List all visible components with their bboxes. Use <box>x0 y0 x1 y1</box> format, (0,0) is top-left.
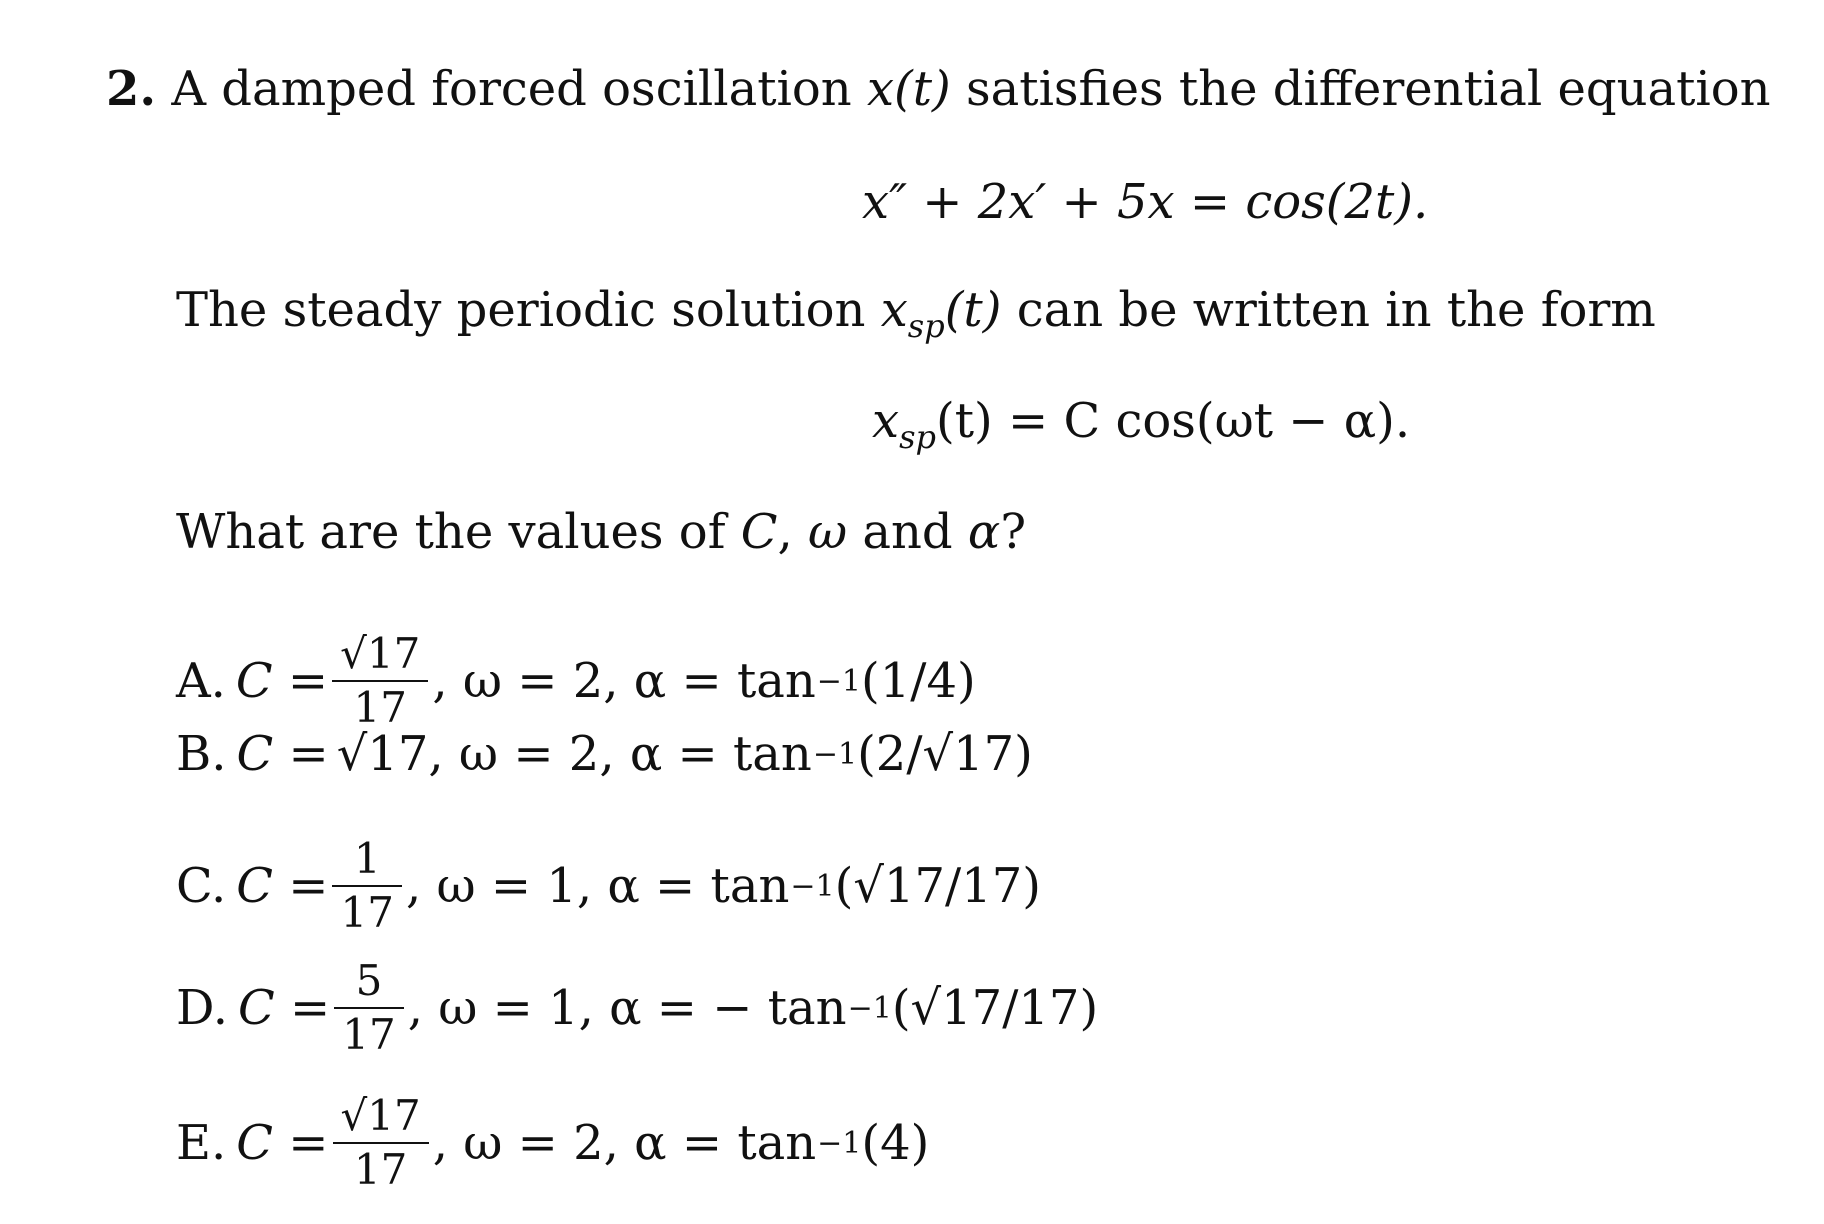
option-b[interactable] <box>176 724 1033 784</box>
option-d-label: D. <box>176 980 229 1036</box>
option-b-inverse-exponent: −1 <box>812 736 858 772</box>
option-a[interactable] <box>176 621 976 741</box>
option-a-rest: , ω = 2, α = tan <box>432 653 816 709</box>
option-a-c-label: C = <box>235 653 329 709</box>
question-line-1 <box>106 61 1771 117</box>
option-a-c-denominator: 17 <box>353 683 407 732</box>
steady-solution-equation-subscript: sp <box>899 418 936 457</box>
option-d-argument: (√17/17) <box>891 980 1099 1036</box>
values-question-prefix: What are the values of <box>176 504 741 560</box>
option-d-rest: , ω = 1, α = − tan <box>407 980 847 1036</box>
option-c-c-label: C = <box>236 858 329 914</box>
option-e-label: E. <box>176 1115 227 1171</box>
option-c[interactable] <box>176 826 1041 946</box>
option-b-label: B. <box>176 726 227 782</box>
steady-solution-argument: (t) <box>944 282 1002 338</box>
steady-solution-equation-x: x <box>872 393 900 449</box>
option-e-c-fraction <box>333 1091 429 1194</box>
option-c-c-numerator: 1 <box>353 834 381 883</box>
option-e-inverse-exponent: −1 <box>817 1125 862 1161</box>
option-b-c-label: C = <box>236 726 329 782</box>
option-b-argument: (2/√17) <box>857 726 1033 782</box>
option-c-c-denominator: 17 <box>340 888 394 937</box>
option-a-argument: (1/4) <box>861 653 976 709</box>
option-e-argument: (4) <box>861 1115 930 1171</box>
question-variable-x-t: x(t) <box>866 61 951 117</box>
values-question-separator: , <box>777 504 808 560</box>
option-a-label: A. <box>176 653 226 709</box>
option-e-c-denominator: 17 <box>353 1145 408 1194</box>
option-e-rest: , ω = 2, α = tan <box>432 1115 817 1171</box>
steady-solution-equation <box>872 393 1411 457</box>
values-question-mark: ? <box>1000 504 1027 560</box>
fraction-bar <box>332 885 401 887</box>
option-d-c-fraction <box>334 956 403 1059</box>
question-stem-prefix: A damped forced oscillation <box>171 61 867 117</box>
question-line-2 <box>176 282 1656 346</box>
option-e-c-label: C = <box>236 1115 329 1171</box>
steady-solution-subscript: sp <box>907 307 945 346</box>
question-stem-suffix: satisfies the differential equation <box>950 61 1771 117</box>
option-a-inverse-exponent: −1 <box>816 663 861 699</box>
option-d-c-denominator: 17 <box>342 1010 396 1059</box>
fraction-bar <box>332 680 428 682</box>
option-d-c-label: C = <box>238 980 331 1036</box>
steady-solution-x: x <box>880 282 908 338</box>
option-c-inverse-exponent: −1 <box>790 868 835 904</box>
option-b-rest: , ω = 2, α = tan <box>428 726 812 782</box>
values-question-and: and <box>847 504 968 560</box>
option-c-argument: (√17/17) <box>834 858 1041 914</box>
question-line-3 <box>176 504 1027 560</box>
question-number: 2. <box>106 61 157 117</box>
values-question-alpha: α <box>967 504 1001 560</box>
option-e[interactable] <box>176 1083 929 1203</box>
option-e-c-numerator: √17 <box>340 1091 421 1140</box>
option-c-c-fraction <box>332 834 401 937</box>
steady-solution-text-suffix: can be written in the form <box>1001 282 1656 338</box>
option-d-inverse-exponent: −1 <box>847 990 892 1026</box>
steady-solution-text-prefix: The steady periodic solution <box>176 282 881 338</box>
option-d[interactable] <box>176 948 1098 1068</box>
fraction-bar <box>334 1007 403 1009</box>
fraction-bar <box>333 1142 429 1144</box>
values-question-c: C <box>740 504 778 560</box>
option-a-c-numerator: √17 <box>340 629 421 678</box>
steady-solution-equation-tail: (t) = C cos(ωt − α). <box>935 393 1411 449</box>
values-question-omega: ω <box>807 504 848 560</box>
option-c-label: C. <box>176 858 227 914</box>
option-c-rest: , ω = 1, α = tan <box>405 858 790 914</box>
option-b-c-value: √17 <box>336 726 429 782</box>
option-a-c-fraction <box>332 629 428 732</box>
differential-equation: x″ + 2x′ + 5x = cos(2t). <box>862 174 1429 230</box>
option-d-c-numerator: 5 <box>355 956 383 1005</box>
